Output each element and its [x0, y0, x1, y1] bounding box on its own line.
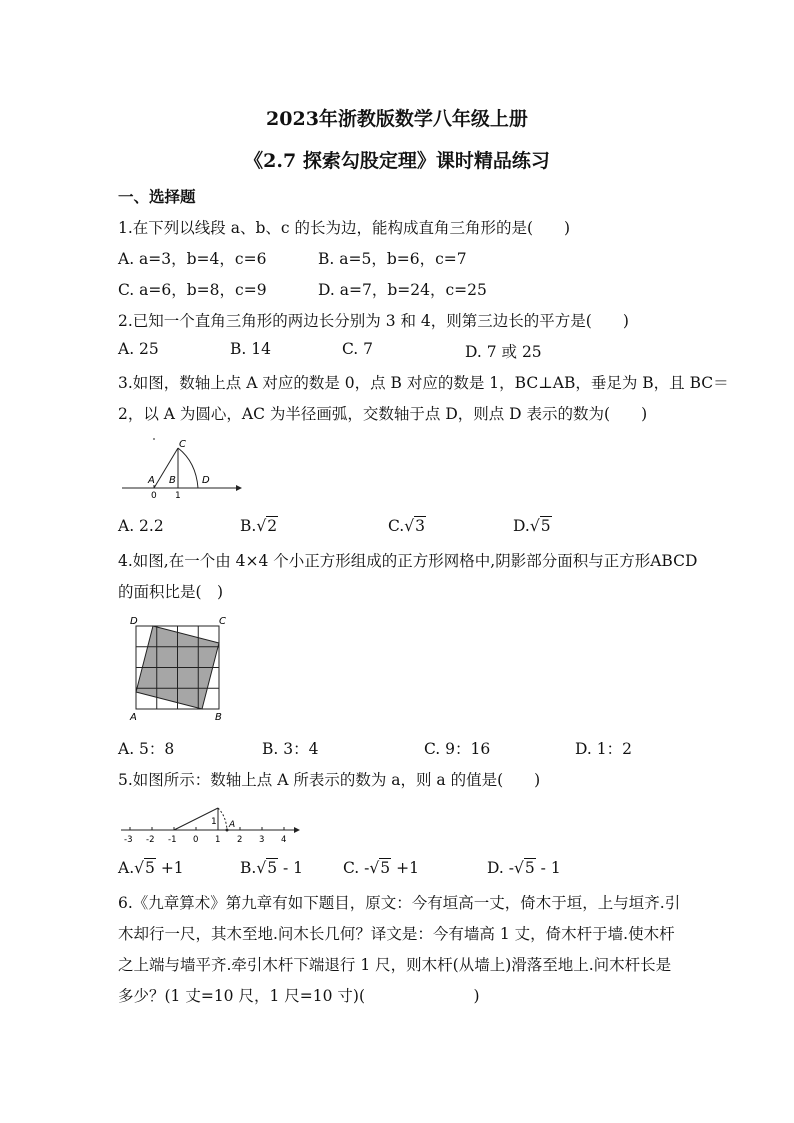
q3-option-c	[388, 517, 426, 535]
q5-option-d	[487, 859, 561, 877]
q3-option-a: A. 2.2	[118, 517, 164, 535]
q5-option-c-prefix: C. -	[343, 859, 370, 877]
q3-tick-label-1: 1	[175, 491, 181, 501]
sqrt-symbol: √5	[529, 517, 551, 535]
sqrt-symbol: √5	[134, 859, 155, 877]
q5-tick-label-0: 0	[193, 835, 199, 845]
q6-line-4: 多少？(1 丈=10 尺，1 尺=10 寸)( )	[118, 987, 480, 1005]
q5-option-b-radicand: 5	[267, 859, 278, 877]
q1-option-a: A. a=3，b=4，c=6	[118, 250, 267, 268]
q5-tick-label-m1: -1	[168, 835, 177, 845]
q6-line-3: 之上端与墙平齐.牵引木杆下端退行 1 尺，则木杆(从墙上)滑落至地上.问木杆长是	[118, 956, 672, 974]
q1-stem: 1.在下列以线段 a、b、c 的长为边，能构成直角三角形的是( )	[118, 219, 571, 237]
section-heading: 一、选择题	[118, 187, 196, 206]
q5-option-a-suffix: +1	[155, 859, 184, 877]
q4-option-a: A. 5：8	[118, 740, 175, 758]
q5-option-d-suffix: - 1	[535, 859, 561, 877]
q3-option-b	[240, 517, 278, 535]
sqrt-symbol: √3	[404, 517, 425, 535]
sqrt-symbol: √5	[256, 859, 278, 877]
q4-label-c: C	[219, 616, 226, 627]
q5-option-c-suffix: +1	[391, 859, 419, 877]
q5-label-a: A	[229, 820, 236, 830]
q3-number-line-figure	[118, 436, 243, 501]
q5-option-a-radicand: 5	[145, 859, 155, 877]
q5-option-b-suffix: - 1	[278, 859, 304, 877]
q4-stem-line-1: 4.如图,在一个由 4×4 个小正方形组成的正方形网格中,阴影部分面积与正方形ABCD	[118, 552, 698, 570]
q2-stem: 2.已知一个直角三角形的两边长分别为 3 和 4，则第三边长的平方是( )	[118, 312, 629, 330]
q3-label-b: B	[169, 475, 176, 486]
q3-option-b-prefix: B.	[240, 517, 257, 535]
q3-option-d-prefix: D.	[513, 517, 530, 535]
sqrt-symbol: √5	[513, 859, 535, 877]
q5-tick-label-3: 3	[259, 835, 265, 845]
q5-tick-label-1: 1	[215, 835, 221, 845]
q5-number-line-figure	[118, 800, 303, 848]
title-line-1: 2023年浙教版数学八年级上册	[266, 108, 528, 130]
q4-option-b: B. 3：4	[262, 740, 319, 758]
q5-option-a	[118, 859, 184, 877]
q5-option-b-prefix: B.	[240, 859, 257, 877]
q5-dashed-arc	[218, 808, 227, 830]
q4-stem-line-2: 的面积比是( )	[118, 583, 224, 601]
q3-label-d: D	[202, 475, 210, 486]
q3-label-a: A	[148, 475, 155, 486]
q2-option-a: A. 25	[118, 340, 159, 358]
title-line-2: 《2.7 探索勾股定理》课时精品练习	[244, 150, 550, 172]
q4-label-b: B	[215, 712, 222, 723]
q2-option-d: D. 7 或 25	[465, 343, 542, 361]
q5-option-c	[343, 859, 419, 877]
q3-axis-arrow	[236, 485, 242, 491]
q4-option-d: D. 1：2	[575, 740, 632, 758]
q5-option-d-radicand: 5	[524, 859, 535, 877]
q2-option-c: C. 7	[342, 340, 374, 358]
q6-line-2: 木却行一尺，其木至地.问木长几何？译文是：今有墙高 1 丈，倚木杆于墙.使木杆	[118, 925, 675, 943]
q3-arc-cd	[178, 448, 198, 488]
q5-axis-arrow	[294, 827, 300, 833]
q3-option-d	[513, 517, 552, 535]
q3-stem-line-2: 2，以 A 为圆心，AC 为半径画弧，交数轴于点 D，则点 D 表示的数为( )	[118, 405, 648, 423]
q2-option-b: B. 14	[230, 340, 271, 358]
q4-grid-lines	[136, 626, 219, 709]
q5-tick-label-2: 2	[237, 835, 243, 845]
q5-option-b	[240, 859, 303, 877]
q4-label-d: D	[130, 616, 138, 627]
q1-option-d: D. a=7，b=24，c=25	[318, 281, 487, 299]
q4-grid-figure	[118, 612, 233, 724]
q3-option-d-radicand: 5	[540, 517, 551, 535]
q3-option-c-radicand: 3	[415, 517, 425, 535]
q3-option-b-radicand: 2	[267, 517, 278, 535]
q5-option-d-prefix: D. -	[487, 859, 514, 877]
q4-option-c: C. 9：16	[424, 740, 491, 758]
q1-option-c: C. a=6，b=8，c=9	[118, 281, 267, 299]
q1-option-b: B. a=5，b=6，c=7	[318, 250, 467, 268]
q5-stem: 5.如图所示：数轴上点 A 所表示的数为 a，则 a 的值是( )	[118, 771, 541, 789]
q3-stem-line-1: 3.如图，数轴上点 A 对应的数是 0，点 B 对应的数是 1，BC⊥AB，垂足为 B，且 BC＝	[118, 374, 729, 392]
q3-tick-label-0: 0	[151, 491, 157, 501]
q5-tick-label-4: 4	[281, 835, 287, 845]
q5-label-1: 1	[211, 817, 217, 827]
sqrt-symbol: √2	[256, 517, 278, 535]
q5-option-c-radicand: 5	[380, 859, 391, 877]
q4-label-a: A	[130, 712, 137, 723]
q3-label-c: C	[179, 439, 186, 450]
sqrt-symbol: √5	[369, 859, 391, 877]
q6-line-1: 6.《九章算术》第九章有如下题目，原文：今有垣高一丈，倚木于垣，上与垣齐.引	[118, 894, 681, 912]
q5-tick-label-m3: -3	[124, 835, 133, 845]
q5-option-a-prefix: A.	[118, 859, 135, 877]
q5-tick-label-m2: -2	[146, 835, 155, 845]
q3-option-c-prefix: C.	[388, 517, 405, 535]
